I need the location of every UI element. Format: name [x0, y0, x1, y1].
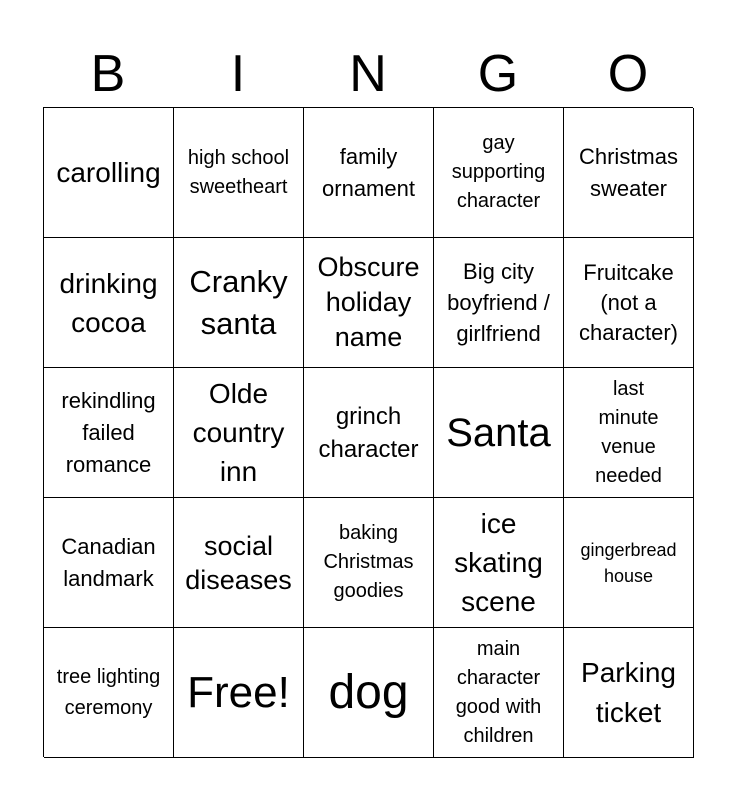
cell-label: high school sweetheart [187, 146, 290, 198]
bingo-cell-4-5[interactable] [564, 498, 694, 628]
bingo-cell-4-1[interactable] [44, 498, 174, 628]
cell-label: baking Christmas goodies [323, 522, 414, 602]
bingo-cell-2-2[interactable] [174, 238, 304, 368]
bingo-cell-3-2[interactable] [174, 368, 304, 498]
cell-label: rekindling failed romance [61, 387, 156, 477]
bingo-cell-1-3[interactable] [304, 108, 434, 238]
cell-label: family ornament [322, 143, 415, 201]
cell-label: Parking ticket [581, 656, 676, 728]
cell-label: Santa [446, 410, 551, 455]
cell-label: last minute venue needed [595, 377, 662, 487]
bingo-cell-2-3[interactable] [304, 238, 434, 368]
cell-label: main character good with children [455, 637, 542, 747]
cell-label: dog [328, 665, 409, 719]
bingo-cell-2-1[interactable] [44, 238, 174, 368]
bingo-cell-3-1[interactable] [44, 368, 174, 498]
bingo-cell-3-3[interactable] [304, 368, 434, 498]
cell-label: carolling [56, 156, 161, 188]
cell-label: social diseases [185, 530, 292, 595]
bingo-cell-5-1[interactable] [44, 628, 174, 758]
cell-label: Cranky santa [189, 263, 288, 341]
cell-label: ice skating scene [454, 508, 543, 617]
cell-label: grinch character [318, 402, 419, 463]
bingo-cell-4-2[interactable] [174, 498, 304, 628]
bingo-cell-1-4[interactable] [434, 108, 564, 238]
cell-label: gay supporting character [451, 132, 546, 212]
bingo-header [43, 44, 693, 104]
header-letter-b: B [90, 45, 126, 103]
cell-label: gingerbread house [580, 539, 677, 586]
bingo-cell-3-5[interactable] [564, 368, 694, 498]
bingo-cell-1-1[interactable] [44, 108, 174, 238]
bingo-cell-5-5[interactable] [564, 628, 694, 758]
header-letter-n: N [349, 45, 387, 103]
bingo-cell-5-4[interactable] [434, 628, 564, 758]
cell-label: drinking cocoa [59, 267, 158, 338]
cell-label: Free! [187, 667, 290, 717]
bingo-cell-4-4[interactable] [434, 498, 564, 628]
header-letter-g: G [477, 45, 519, 103]
bingo-cell-3-4[interactable] [434, 368, 564, 498]
cell-label: Obscure holiday name [317, 252, 420, 352]
cell-label: Christmas sweater [578, 143, 678, 201]
cell-label: tree lighting ceremony [56, 665, 161, 719]
cell-label: Big city boyfriend / girlfriend [447, 259, 550, 346]
bingo-cell-1-2[interactable] [174, 108, 304, 238]
cell-label: Fruitcake (not a character) [578, 259, 679, 345]
cell-label: Olde country inn [192, 378, 285, 487]
cell-label: Canadian landmark [61, 533, 156, 591]
bingo-cell-4-3[interactable] [304, 498, 434, 628]
bingo-cell-5-2[interactable] [174, 628, 304, 758]
header-letter-o: O [607, 45, 649, 103]
bingo-cell-2-4[interactable] [434, 238, 564, 368]
bingo-cell-2-5[interactable] [564, 238, 694, 368]
header-letter-i: I [230, 45, 246, 103]
bingo-cell-5-3[interactable] [304, 628, 434, 758]
bingo-board [43, 107, 693, 757]
bingo-cell-1-5[interactable] [564, 108, 694, 238]
